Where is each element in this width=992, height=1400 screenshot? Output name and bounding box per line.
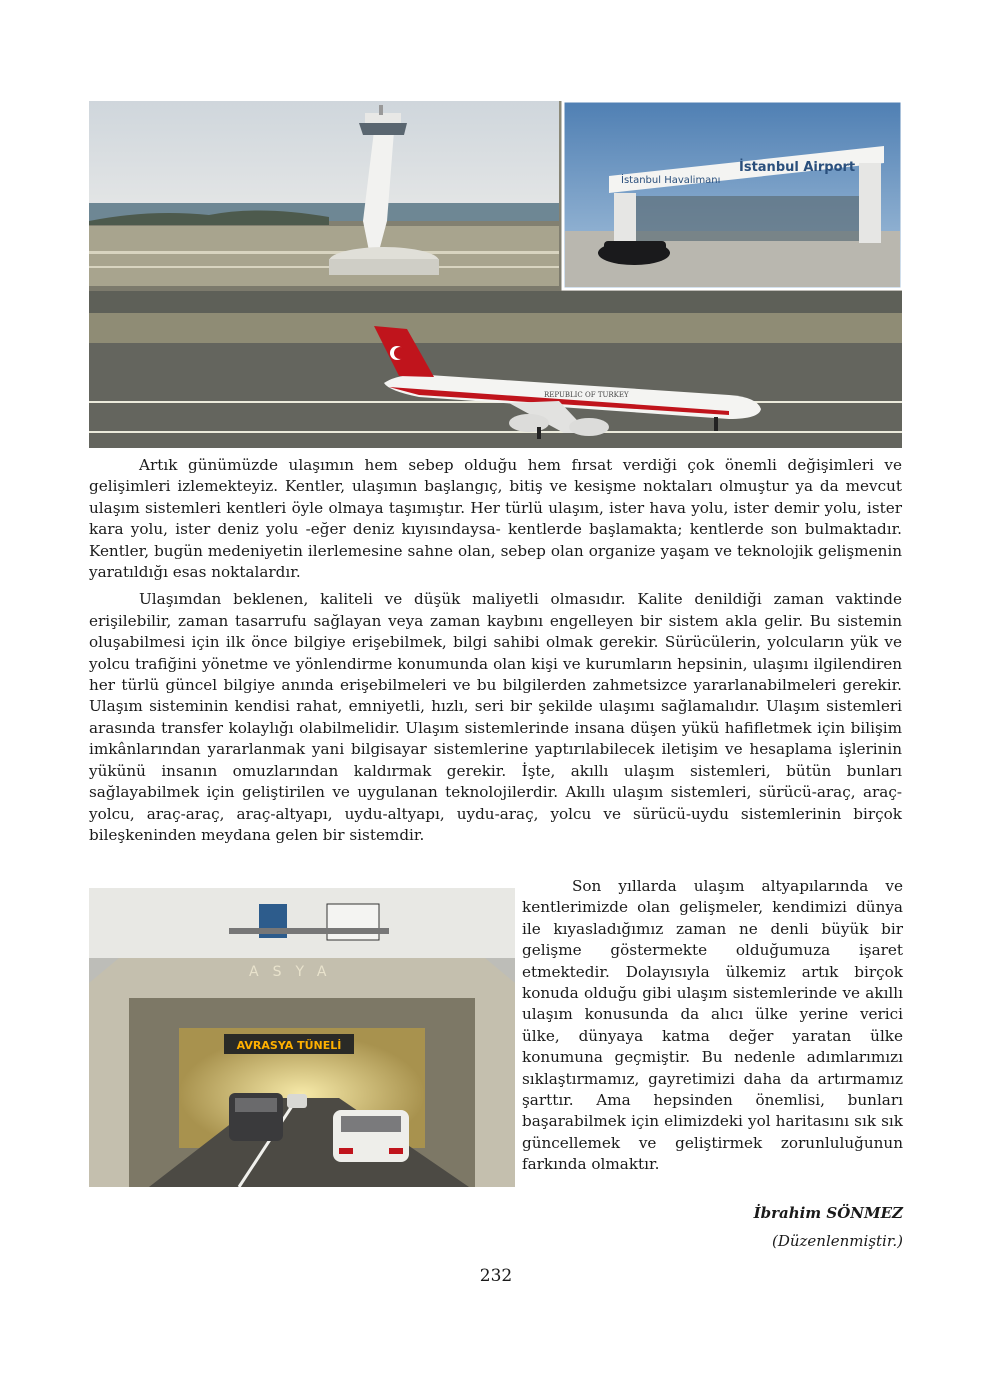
paragraph-1: Artık günümüzde ulaşımın hem sebep olduğu hem fırsat verdiği çok önemli değişimleri ve gelişimleri izlemekteyiz. Kentler, ulaşımın başlangıç, bitiş ve kesişme noktaları olmuştur ya da mevcut ulaşım sistemleri kentleri öyle olmaya taşımıştır. Her türlü ulaşım, ister hava yolu, ister demir yolu, ister kara yolu, ister deniz yolu -eğer deniz kıyısındaysa- kentlerde başlamakta; kentlerde son bulmaktadır. Kentler, bugün medeniyetin ilerlemesine sahne olan, sebep olan organize yaşam ve teknolojik gelişmenin yaratıldığı esas noktalardır.: [89, 456, 902, 582]
plane-lettering: REPUBLIC OF TURKEY: [544, 391, 629, 399]
page-number: 232: [479, 1266, 513, 1286]
edited-note: (Düzenlenmiştir.): [771, 1232, 903, 1250]
author-name: İbrahim SÖNMEZ: [753, 1204, 903, 1222]
tunnel-arch-text: ASYA: [249, 964, 341, 980]
airport-photo: [89, 101, 902, 448]
article-side: [522, 876, 903, 1176]
article-main: [89, 455, 902, 846]
tunnel-photo: [89, 888, 515, 1187]
gate-sign-right: İstanbul Airport: [739, 160, 856, 175]
paragraph-3: Son yıllarda ulaşım altyapılarında ve kentlerimizde olan gelişmeler, kendimizi dünya ile kıyasladığımız zaman ne denli büyük bir gelişme göstermekte olduğumuza işaret etmektedir. Dolayısıyla ülkemiz artık birçok konuda olduğu gibi ulaşım sistemlerinde ve akıllı ulaşım konusunda da alıcı ülke yerine verici ülke, dünyaya katma değer yaratan ülke konumuna geçmiştir. Bu nedenle adımlarımızı sıklaştırmamız, gayretimizi daha da artırmamız şarttır. Ama hepsinden önemlisi, bunları başarabilmek için elimizdeki yol haritasını sık sık güncellemek ve geliştirmek zorunluluğunun farkında olmaktır.: [522, 877, 903, 1174]
gate-sign-left: İstanbul Havalimanı: [621, 175, 721, 186]
tunnel-sign: AVRASYA TÜNELİ: [236, 1039, 342, 1052]
paragraph-2: Ulaşımdan beklenen, kaliteli ve düşük maliyetli olmasıdır. Kalite denildiği zaman vaktinde erişilebilir, zaman tasarrufu sağlayan veya zaman kaybını engelleyen bir sistem akla gelir. Bu sistemin oluşabilmesi için ilk önce bilgiye erişebilmek, bilgi sahibi olmak gerekir. Sürücülerin, yolcuların yük ve yolcu trafiğini yönetme ve yönlendirme konumunda olan kişi ve kurumların hepsinin, ulaşımı ilgilendiren her türlü güncel bilgiye anında erişebilmeleri ve bu bilgilerden zahmetsizce yararlanabilmeleri gerekir. Ulaşım sisteminin kendisi rahat, emniyetli, hızlı, seri bir şekilde ulaşımı sağlamalıdır. Ulaşım sistemleri arasında transfer kolaylığı olabilmelidir. Ulaşım sistemlerinde insana düşen yükü hafifletmek için bilişim imkânlarından yararlanmak yani bilgisayar sistemlerine yaptırılabilecek iletişim ve hesaplama işlerinin yükünü insanın omuzlarından kaldırmak gerekir. İşte, akıllı ulaşım sistemleri, bütün bunları sağlayabilmek için geliştirilen ve uygulanan teknolojilerdir. Akıllı ulaşım sistemleri, sürücü-araç, araç-yolcu, araç-araç, araç-altyapı, uydu-altyapı, uydu-araç, yolcu ve sürücü-uydu sistemlerinin birçok bileşkeninden meydana gelen bir sistemdir.: [89, 590, 902, 844]
